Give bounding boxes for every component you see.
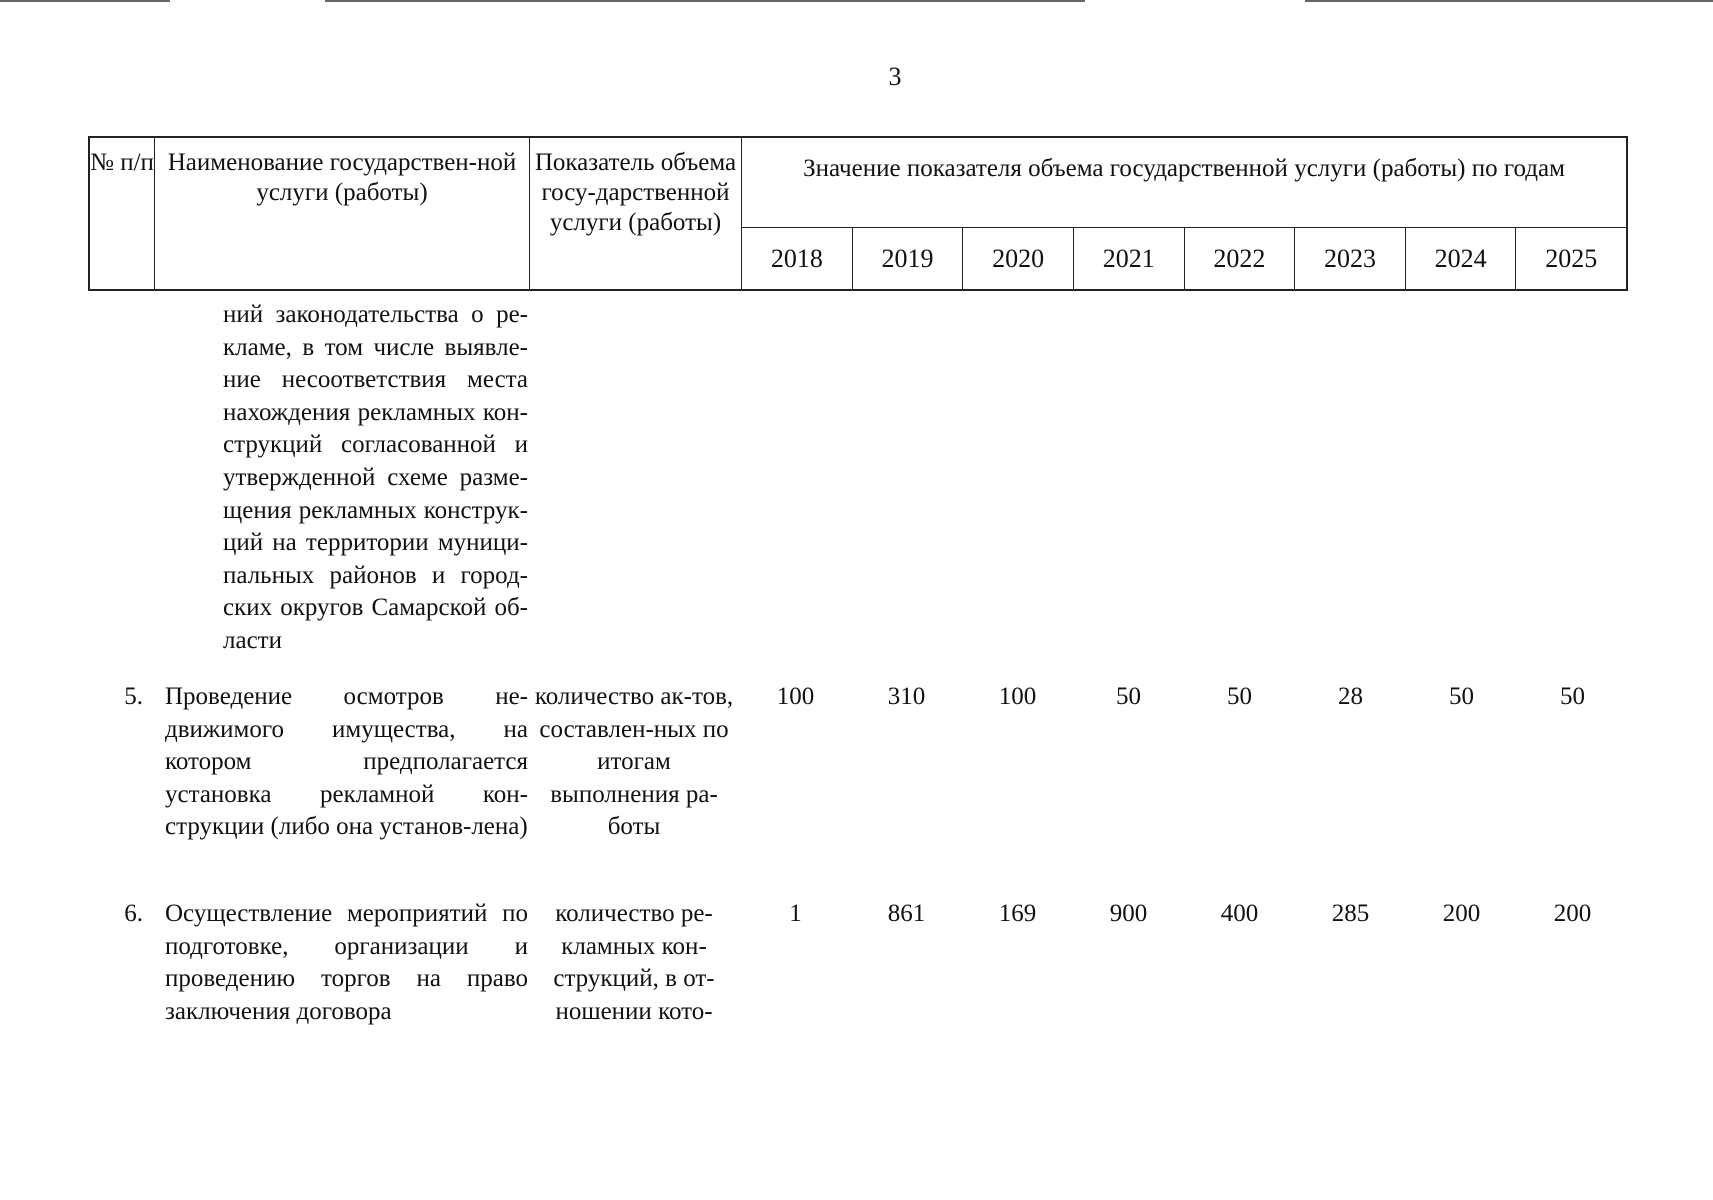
table-row — [88, 299, 1628, 658]
row-service-name-text: Проведение осмотров не-движимого имущества, на котором предполагается установка рекламной кон-струкции (либо она установ-лена) — [165, 683, 528, 841]
value-2022: 400 — [1220, 900, 1259, 927]
year-2018: 2018 — [742, 228, 853, 289]
row-service-name — [153, 898, 528, 1028]
value-2021: 900 — [1109, 900, 1148, 927]
value-2018: 100 — [776, 683, 815, 710]
value-2020: 100 — [998, 683, 1037, 710]
value-2023: 285 — [1331, 900, 1370, 927]
header-service-name: Наименование государствен-ной услуги (работы) — [155, 138, 530, 289]
value-2025: 200 — [1553, 900, 1592, 927]
year-2019: 2019 — [853, 228, 964, 289]
row-num: 5. — [124, 683, 143, 710]
row-num — [88, 299, 153, 658]
row-values — [740, 299, 1628, 658]
table-row — [88, 681, 1628, 844]
row-service-name-text: ний законодательства о ре-кламе, в том числе выявле-ние несоответствия места нахождения рекламных кон-струкций согласованной и утвержденной схеме разме-щения рекламных конструк-ций на территории муници-пальных районов и город-ских округов Самарской об-ласти — [223, 301, 528, 654]
value-2018: 1 — [789, 900, 802, 927]
header-values-group — [742, 138, 1626, 289]
row-indicator: количество ак-тов, составлен-ных по итогам выполнения ра-боты — [534, 683, 734, 841]
header-indicator: Показатель объема госу-дарственной услуги (работы) — [530, 138, 742, 289]
row-indicator — [528, 299, 740, 658]
value-2024: 50 — [1449, 683, 1474, 710]
header-num: № п/п — [90, 138, 155, 289]
table-header — [88, 136, 1628, 291]
value-2020: 169 — [998, 900, 1037, 927]
table-row — [88, 898, 1628, 1028]
row-num: 6. — [124, 900, 143, 927]
year-2021: 2021 — [1074, 228, 1185, 289]
year-2024: 2024 — [1406, 228, 1517, 289]
top-rule-middle — [325, 0, 1085, 2]
value-2021: 50 — [1116, 683, 1141, 710]
value-2023: 28 — [1338, 683, 1363, 710]
header-values-title: Значение показателя объема государственной услуги (работы) по годам — [742, 138, 1626, 228]
value-2025: 50 — [1560, 683, 1585, 710]
top-rule-left — [0, 0, 170, 2]
year-2023: 2023 — [1295, 228, 1406, 289]
year-2020: 2020 — [963, 228, 1074, 289]
year-2025: 2025 — [1545, 243, 1598, 273]
value-2022: 50 — [1227, 683, 1252, 710]
row-values — [740, 898, 1628, 1028]
row-service-name — [153, 681, 528, 844]
year-2022: 2022 — [1185, 228, 1296, 289]
top-rule-right — [1305, 0, 1713, 2]
row-indicator: количество ре-кламных кон-струкций, в от-ношении кото- — [553, 900, 715, 1025]
value-2024: 200 — [1442, 900, 1481, 927]
header-years — [742, 228, 1626, 289]
row-service-name-text: Осуществление мероприятий по подготовке, организации и проведению торгов на право заключения договора — [165, 900, 528, 1025]
row-values — [740, 681, 1628, 844]
row-service-name — [153, 299, 528, 658]
page-number: 3 — [888, 62, 902, 91]
value-2019: 310 — [887, 683, 926, 710]
value-2019: 861 — [887, 900, 926, 927]
